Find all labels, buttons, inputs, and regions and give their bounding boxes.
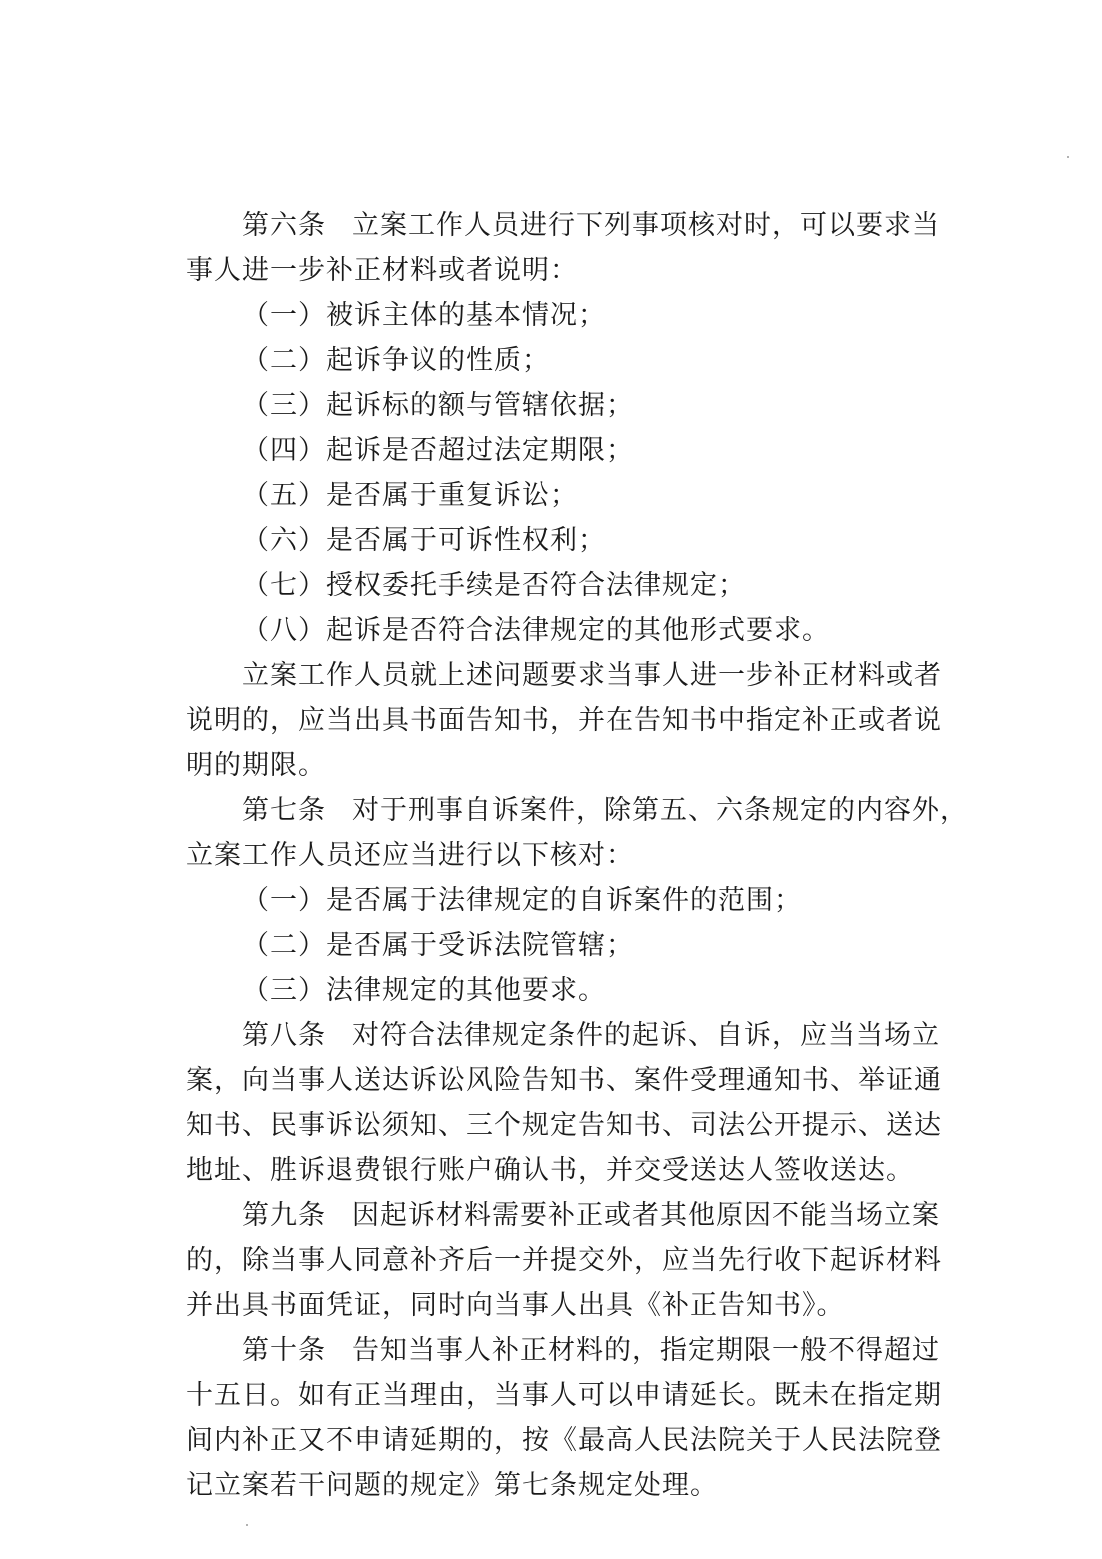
line-text: 对于刑事自诉案件，除第五、六条规定的内容外， [352,795,968,826]
scan-speck [246,1524,248,1526]
text-line: 事人进一步补正材料或者说明： [186,255,578,286]
text-line: 记立案若干问题的规定》第七条规定处理。 [186,1470,718,1501]
text-line: 案，向当事人送达诉讼风险告知书、案件受理通知书、举证通 [186,1065,942,1096]
document-body [186,203,968,1508]
text-line: 立案工作人员就上述问题要求当事人进一步补正材料或者 [242,660,942,691]
article-number: 第九条 [242,1200,326,1231]
article-8-heading-line [186,1013,946,1058]
article-7-heading-line [186,788,968,833]
article-9-heading-line [186,1193,946,1238]
line-text: 因起诉材料需要补正或者其他原因不能当场立案 [352,1200,940,1231]
list-item: （一）被诉主体的基本情况； [242,300,606,331]
line-text: 告知当事人补正材料的，指定期限一般不得超过 [352,1335,940,1366]
text-line: 并出具书面凭证，同时向当事人出具《补正告知书》。 [186,1290,845,1321]
article-number: 第六条 [242,210,326,241]
list-item: （五）是否属于重复诉讼； [242,480,578,511]
text-line: 间内补正又不申请延期的，按《最高人民法院关于人民法院登 [186,1425,942,1456]
list-item: （一）是否属于法律规定的自诉案件的范围； [242,885,802,916]
list-item: （七）授权委托手续是否符合法律规定； [242,570,746,601]
article-number: 第八条 [242,1020,326,1051]
list-item: （六）是否属于可诉性权利； [242,525,606,556]
list-item: （八）起诉是否符合法律规定的其他形式要求。 [242,615,830,646]
text-line: 立案工作人员还应当进行以下核对： [186,840,634,871]
article-6-heading-line [186,203,946,248]
text-line: 说明的，应当出具书面告知书，并在告知书中指定补正或者说 [186,705,942,736]
text-line: 知书、民事诉讼须知、三个规定告知书、司法公开提示、送达 [186,1110,942,1141]
list-item: （四）起诉是否超过法定期限； [242,435,634,466]
article-10-heading-line [186,1328,946,1373]
text-line: 十五日。如有正当理由，当事人可以申请延长。既未在指定期 [186,1380,942,1411]
list-item: （三）法律规定的其他要求。 [242,975,606,1006]
text-line: 地址、胜诉退费银行账户确认书，并交受送达人签收送达。 [186,1155,914,1186]
line-text: 对符合法律规定条件的起诉、自诉，应当当场立 [352,1020,940,1051]
list-item: （三）起诉标的额与管辖依据； [242,390,634,421]
text-line: 明的期限。 [186,750,326,781]
list-item: （二）起诉争议的性质； [242,345,550,376]
scan-speck [1067,156,1069,158]
text-line: 的，除当事人同意补齐后一并提交外，应当先行收下起诉材料 [186,1245,942,1276]
article-number: 第七条 [242,795,326,826]
line-text: 立案工作人员进行下列事项核对时，可以要求当 [352,210,940,241]
article-number: 第十条 [242,1335,326,1366]
list-item: （二）是否属于受诉法院管辖； [242,930,634,961]
